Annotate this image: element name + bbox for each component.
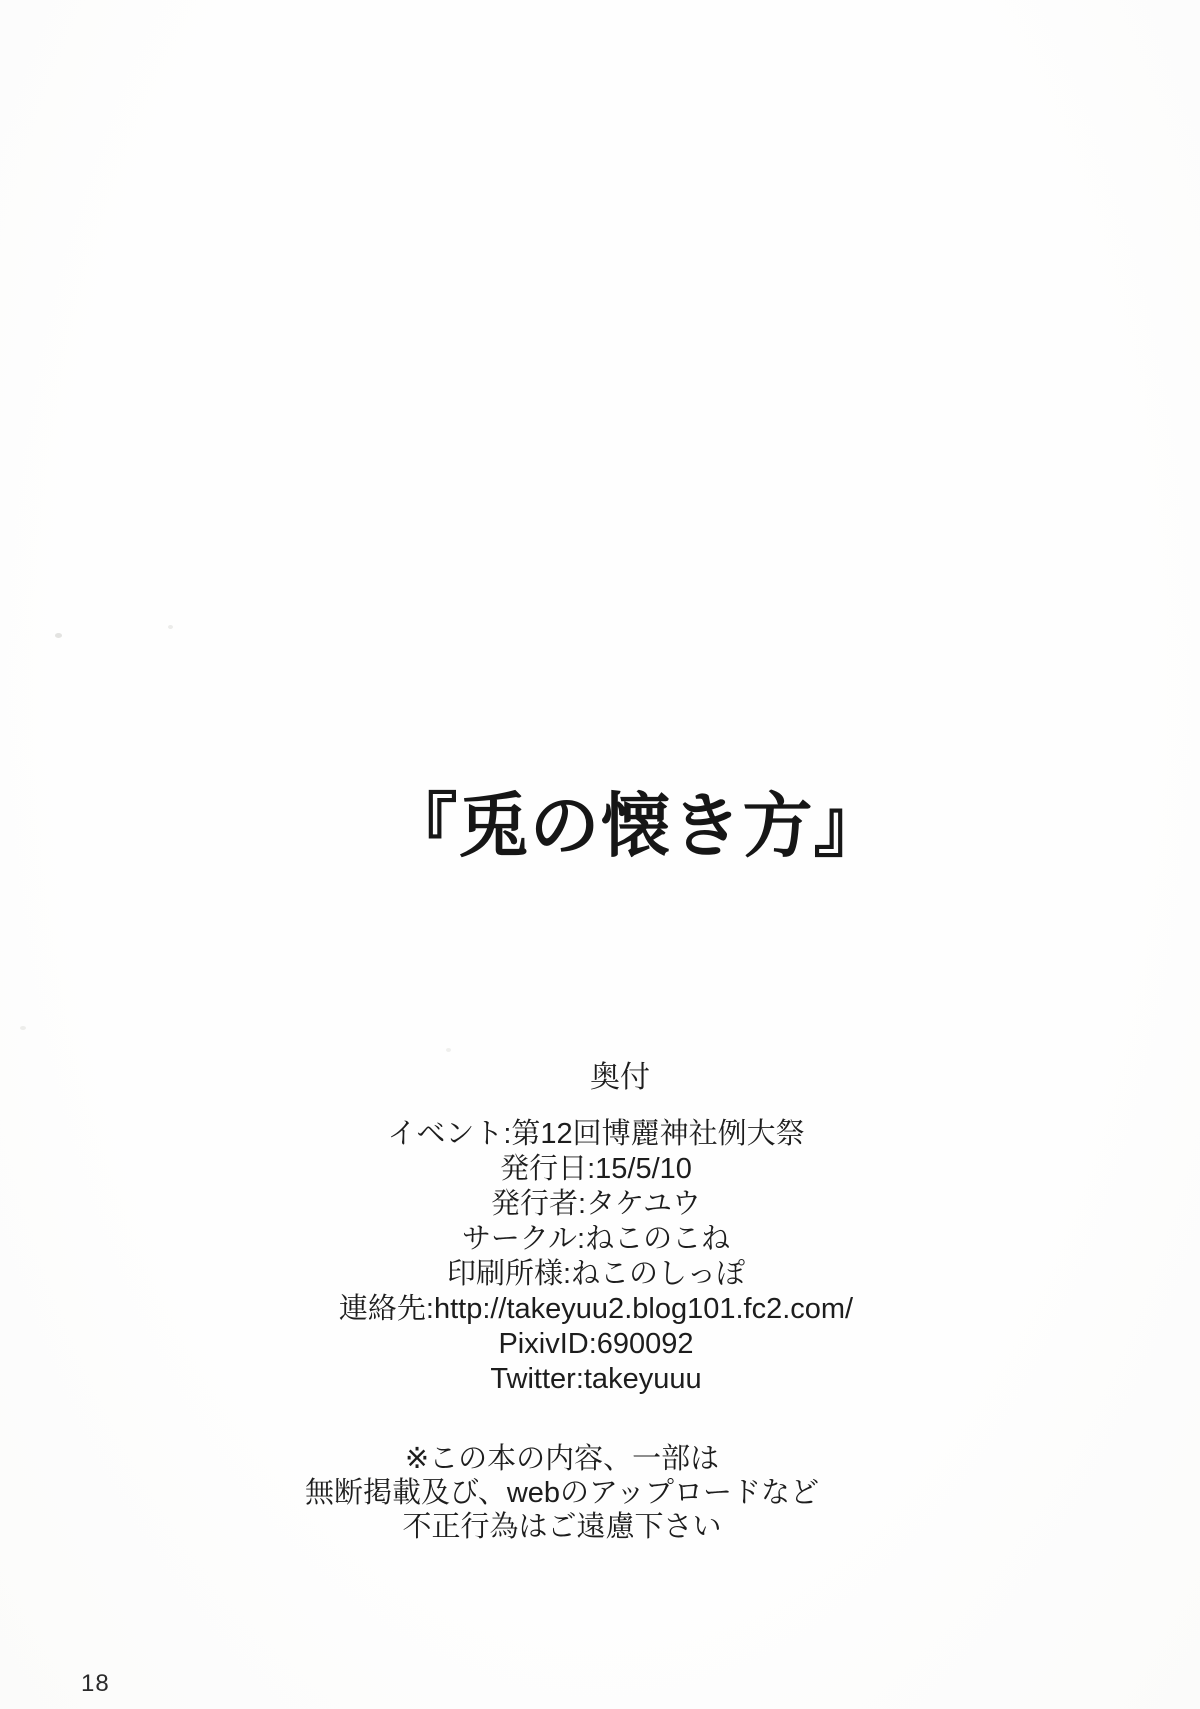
colophon-line-pixiv: PixivID:690092 xyxy=(498,1328,694,1360)
disclaimer-line: ※この本の内容、一部は xyxy=(404,1443,720,1475)
colophon-line-contact: 連絡先:http://takeyuu2.blog101.fc2.com/ xyxy=(338,1293,854,1325)
colophon-line-printer: 印刷所様:ねこのしっぽ xyxy=(446,1258,746,1290)
disclaimer-line: 無断掲載及び、webのアップロードなど xyxy=(304,1477,819,1509)
page-number: 18 xyxy=(81,1670,110,1697)
disclaimer-line: 不正行為はご遠慮下さい xyxy=(402,1511,722,1543)
scan-speck xyxy=(55,633,62,638)
disclaimer-block xyxy=(0,1442,1124,1544)
doujin-title: 『兎の懐き方』 xyxy=(387,787,885,865)
scan-speck xyxy=(20,1026,26,1030)
colophon-block xyxy=(0,1117,1192,1397)
colophon-line-event: イベント:第12回博麗神社例大祭 xyxy=(387,1118,805,1150)
colophon-heading: 奥付 xyxy=(590,1061,650,1094)
colophon-line-date: 発行日:15/5/10 xyxy=(500,1153,692,1185)
scan-speck xyxy=(168,625,173,629)
colophon-line-twitter: Twitter:takeyuuu xyxy=(490,1363,702,1395)
colophon-line-circle: サークル:ねこのこね xyxy=(461,1223,731,1255)
colophon-line-publisher: 発行者:タケユウ xyxy=(491,1188,701,1220)
